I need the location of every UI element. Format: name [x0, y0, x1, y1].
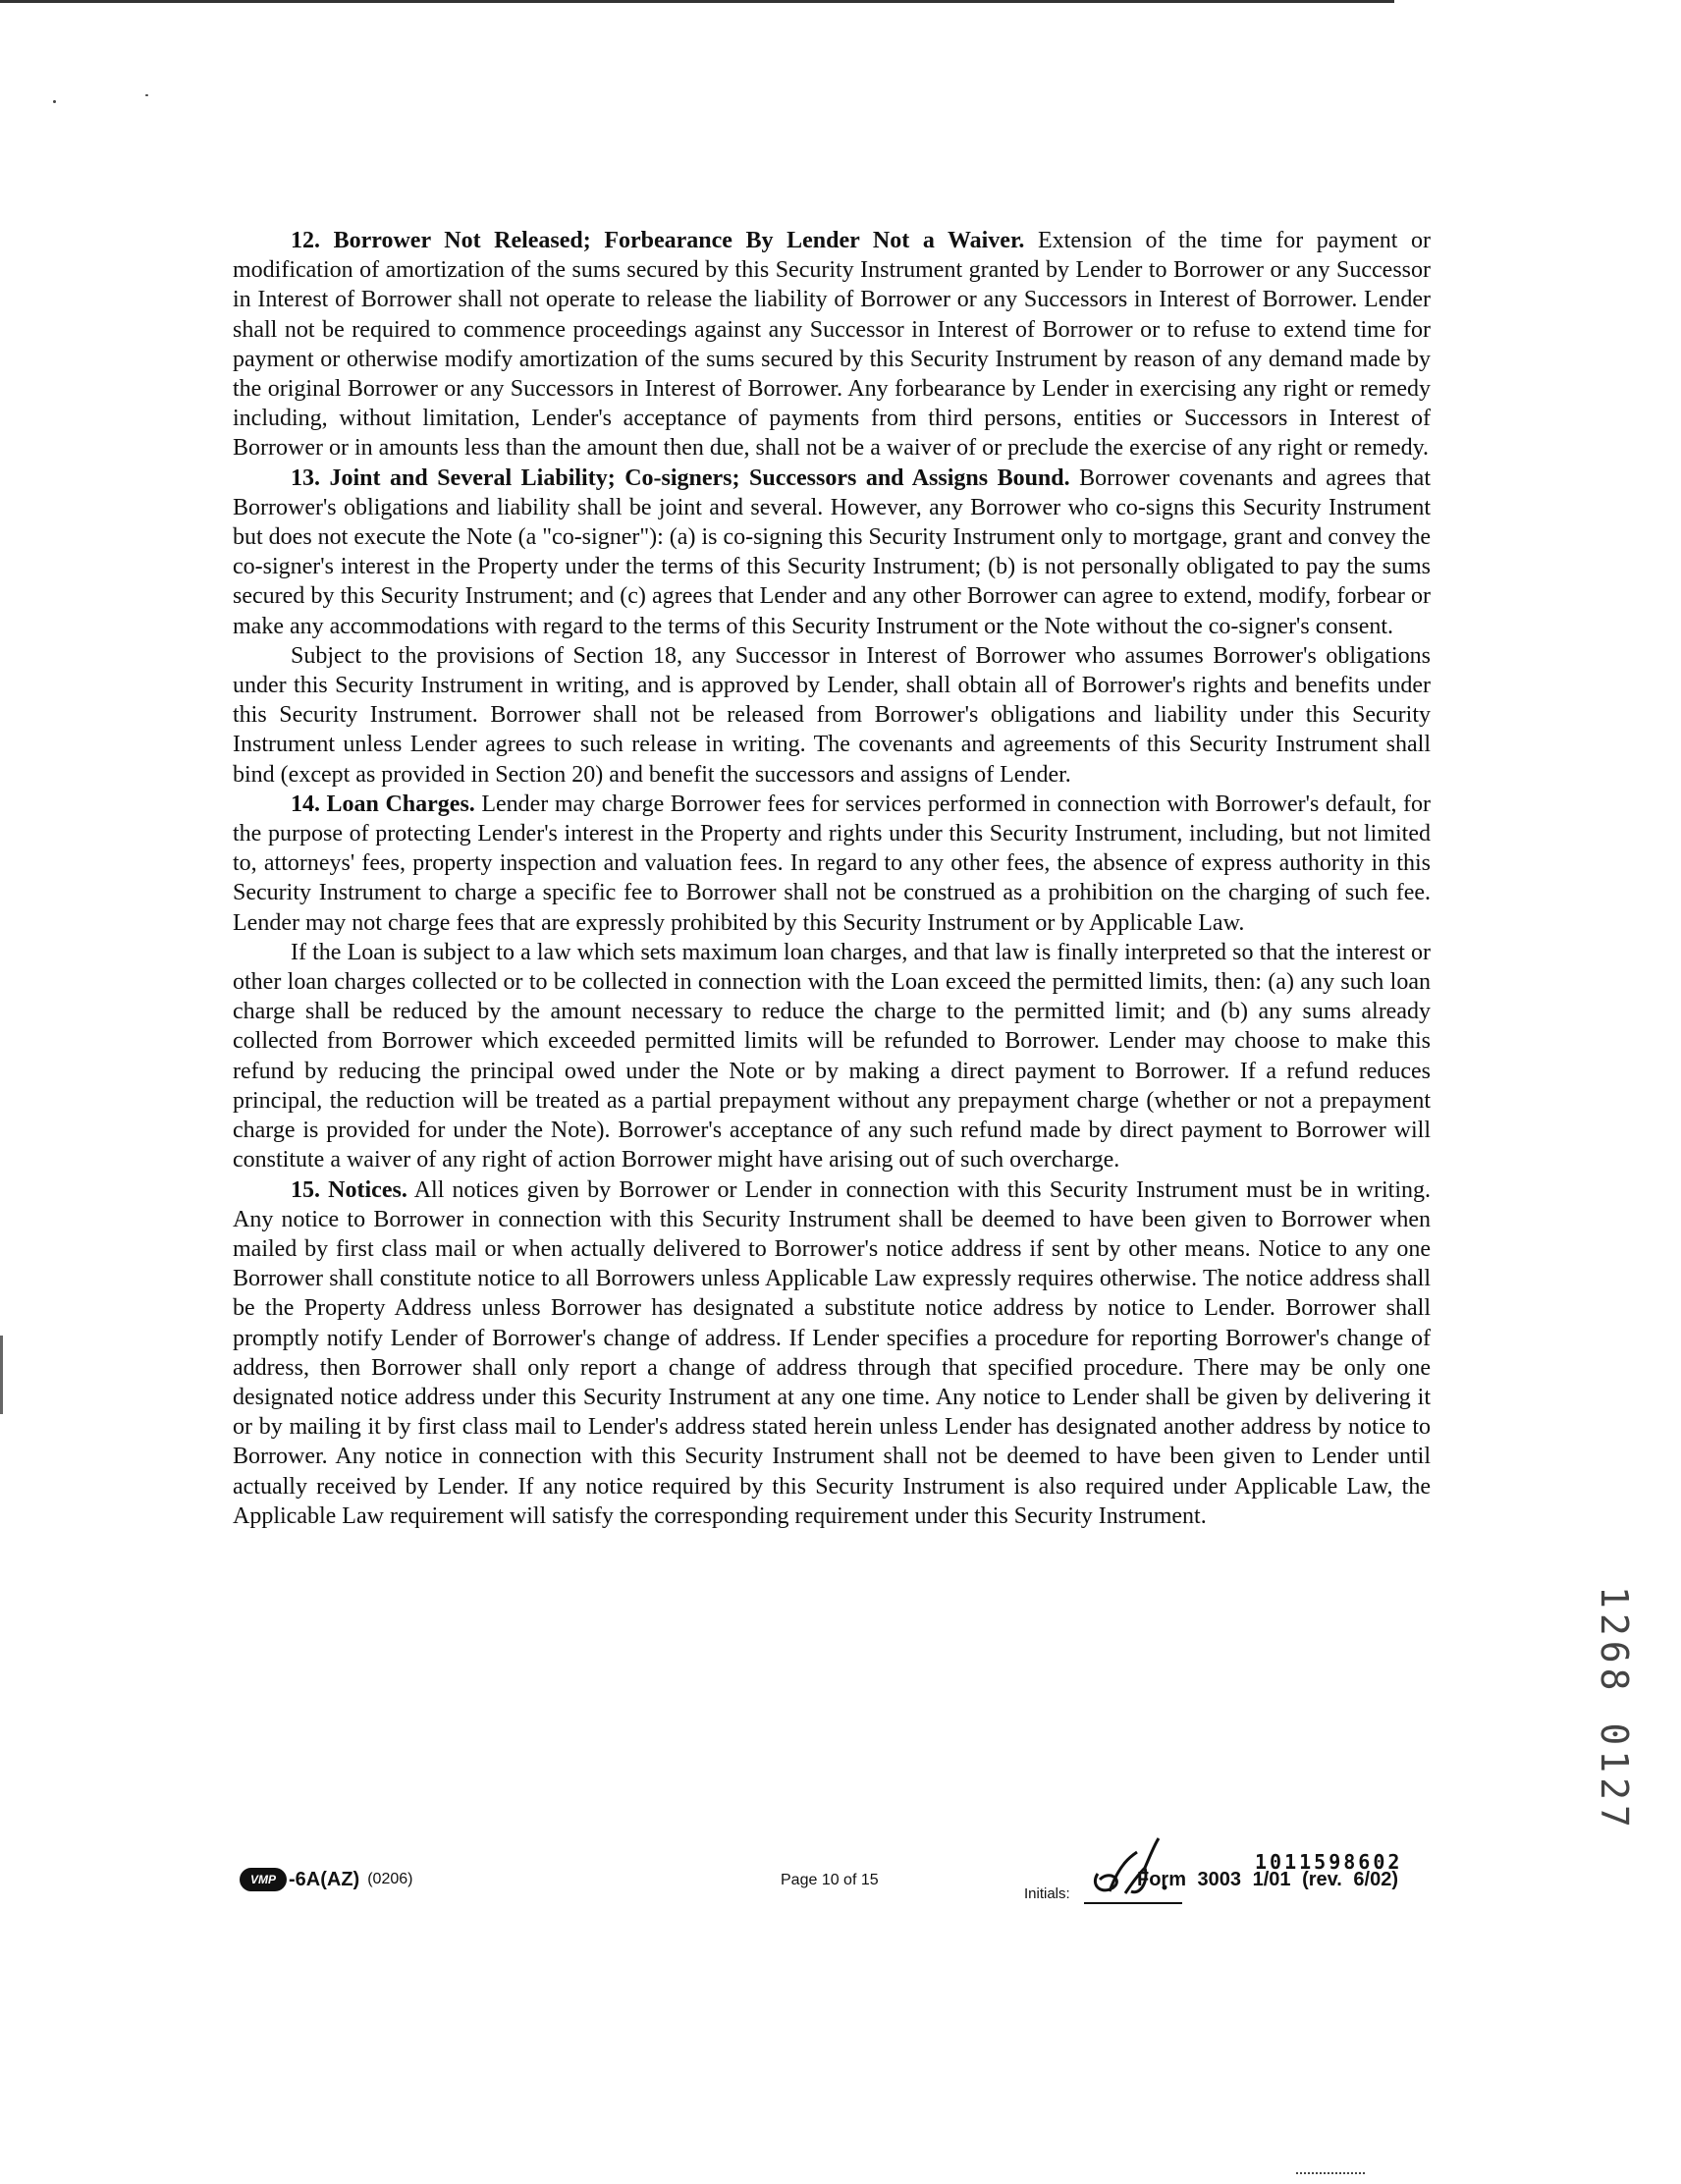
section-text: Extension of the time for payment or modification of amortization of the sums secured by this Security Instrument granted by Lender to Borrower or any Successor in Interest of Borrower shall not operate to release the liability of Borrower or any Successors in Interest of Borrower. Lender shall not be required to commence proceedings against any Successor in Interest of Borrower or to refuse to extend time for payment or otherwise modify amortization of the sums secured by this Security Instrument by reason of any demand made by the original Borrower or any Successors in Interest of Borrower. Any forbearance by Lender in exercising any right or remedy including, without limitation, Lender's acceptance of payments from third persons, entities or Successors in Interest of Borrower or in amounts less than the amount then due, shall not be a waiver of or preclude the exercise of any right or remedy. — [233, 228, 1432, 462]
scan-edge-bottom — [1296, 2172, 1365, 2174]
section-text: Lender may charge Borrower fees for services performed in connection with Borrower's default, for the purpose of protecting Lender's interest in the Property and rights under this Security Instrument, including, but not limited to, attorneys' fees, property inspection and valuation fees. In regard to any other fees, the absence of express authority in this Security Instrument to charge a specific fee to Borrower shall not be construed as a prohibition on the charging of such fee. Lender may not charge fees that are expressly prohibited by this Security Instrument or by Applicable Law. — [233, 791, 1431, 936]
vmp-logo-icon: VMP — [240, 1868, 287, 1891]
document-body — [233, 226, 1431, 1531]
loan-number: 1011598602 — [1255, 1850, 1403, 1874]
scan-speck — [53, 100, 56, 103]
paragraph-section-15 — [233, 1175, 1431, 1531]
paragraph-section-14 — [233, 790, 1431, 938]
paragraph-section-13-cont — [233, 641, 1431, 790]
paragraph-section-14-cont — [233, 938, 1431, 1175]
form-code — [240, 1868, 412, 1891]
scan-edge-top — [0, 0, 1394, 3]
form-revision: (0206) — [367, 1871, 413, 1887]
initials-label: Initials: — [1024, 1885, 1070, 1902]
section-text: Borrower covenants and agrees that Borrower's obligations and liability shall be joint and several. However, any Borrower who co-signs this Security Instrument but does not execute the Note (a "co-signer"): (a) is co-signing this Security Instrument only to mortgage, grant and convey the co-signer's interest in the Property under the terms of this Security Instrument; (b) is not personally obligated to pay the sums secured by this Security Instrument; and (c) agrees that Lender and any other Borrower can agree to extend, modify, forbear or make any accommodations with regard to the terms of this Security Instrument or the Note without the co-signer's consent. — [233, 464, 1431, 639]
page-number: Page 10 of 15 — [781, 1872, 879, 1888]
section-heading: 15. Notices. — [291, 1176, 407, 1203]
scan-edge-mark — [0, 1336, 3, 1414]
form-code-text: -6A(AZ) — [289, 1868, 360, 1890]
section-heading: 12. Borrower Not Released; Forbearance By Lender Not a Waiver. — [291, 228, 1025, 253]
recording-stamp-number: 1268 0127 — [1593, 1586, 1636, 1832]
section-heading: 14. Loan Charges. — [291, 791, 475, 817]
paragraph-section-13 — [233, 464, 1431, 641]
paragraph-section-12 — [233, 226, 1431, 464]
scan-speck — [145, 94, 148, 96]
section-heading: 13. Joint and Several Liability; Co-signers; Successors and Assigns Bound. — [291, 464, 1070, 491]
section-text: Subject to the provisions of Section 18, any Successor in Interest of Borrower who assumes Borrower's obligations under this Security Instrument in writing, and is approved by Lender, shall obtain all of Borrower's rights and benefits under this Security Instrument. Borrower shall not be released from Borrower's obligations and liability under this Security Instrument unless Lender agrees to such release in writing. The covenants and agreements of this Security Instrument shall bind (except as provided in Section 20) and benefit the successors and assigns of Lender. — [233, 642, 1431, 788]
section-text: If the Loan is subject to a law which sets maximum loan charges, and that law is finally interpreted so that the interest or other loan charges collected or to be collected in connection with the Loan exceed the permitted limits, then: (a) any such loan charge shall be reduced by the amount necessary to reduce the charge to the permitted limit; and (b) any sums already collected from Borrower which exceeded permitted limits will be refunded to Borrower. Lender may choose to make this refund by reducing the principal owed under the Note or by making a direct payment to Borrower. If a refund reduces principal, the reduction will be treated as a partial prepayment without any prepayment charge (whether or not a prepayment charge is provided for under the Note). Borrower's acceptance of any such refund made by direct payment to Borrower will constitute a waiver of any right of action Borrower might have arising out of such overcharge. — [233, 939, 1431, 1174]
form-identifier: Form 3003 1/01 (rev. 6/02) — [1137, 1869, 1398, 1890]
section-text: All notices given by Borrower or Lender in connection with this Security Instrument must be in writing. Any notice to Borrower in connection with this Security Instrument shall be deemed to have been given to Borrower when mailed by first class mail or when actually delivered to Borrower's notice address if sent by other means. Notice to any one Borrower shall constitute notice to all Borrowers unless Applicable Law expressly requires otherwise. The notice address shall be the Property Address unless Borrower has designated a substitute notice address by notice to Lender. Borrower shall promptly notify Lender of Borrower's change of address. If Lender specifies a procedure for reporting Borrower's change of address, then Borrower shall only report a change of address through that specified procedure. There may be only one designated notice address under this Security Instrument at any one time. Any notice to Lender shall be given by delivering it or by mailing it by first class mail to Lender's address stated herein unless Lender has designated another address by notice to Borrower. Any notice in connection with this Security Instrument shall not be deemed to have been given to Lender until actually received by Lender. If any notice required by this Security Instrument is also required under Applicable Law, the Applicable Law requirement will satisfy the corresponding requirement under this Security Instrument. — [233, 1176, 1431, 1529]
